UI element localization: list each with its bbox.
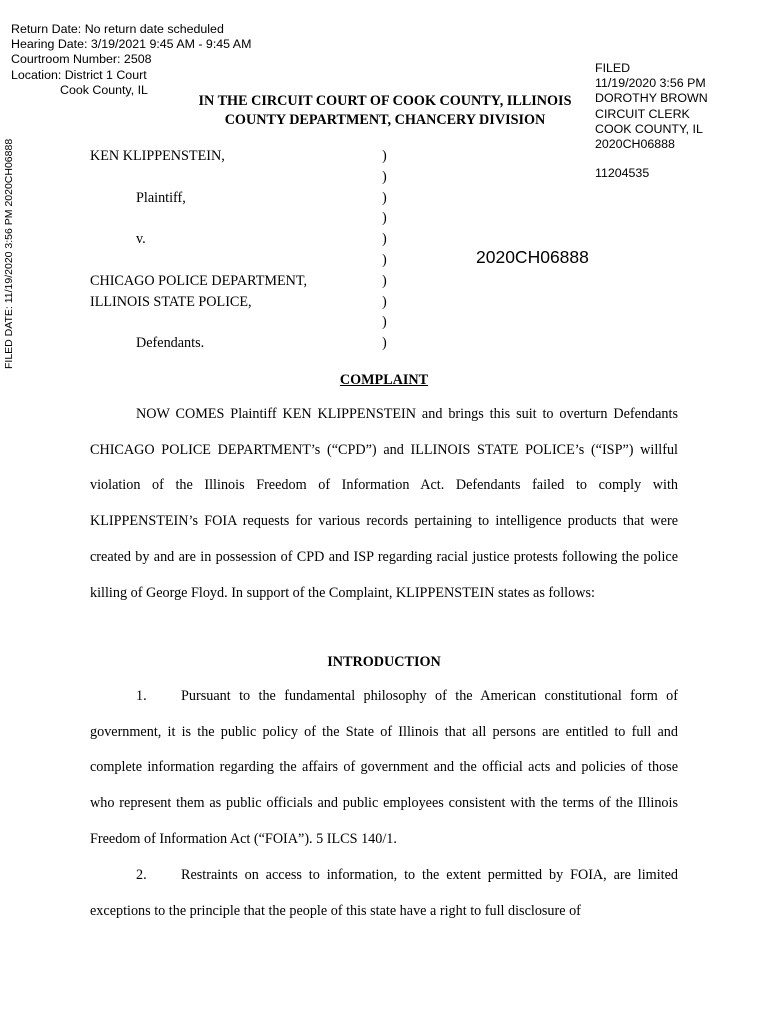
court-header <box>160 92 610 130</box>
caption-paren: ) <box>382 272 387 289</box>
caption-paren: ) <box>382 168 387 185</box>
caption-parentheses <box>382 146 387 354</box>
hearing-date-line: Hearing Date: 3/19/2021 9:45 AM - 9:45 AM <box>11 37 252 52</box>
filed-datetime: 11/19/2020 3:56 PM <box>595 76 706 91</box>
courtroom-number-line: Courtroom Number: 2508 <box>11 52 152 67</box>
filed-stamp <box>595 61 708 181</box>
complaint-intro-paragraph: NOW COMES Plaintiff KEN KLIPPENSTEIN and brings this suit to overturn Defendants CHICAGO POLICE DEPARTMENT’s (“CPD”) and ILLINOIS STATE POLICE’s (“ISP”) willful violation of the Illinois Freedom of Information Act. Defendants failed to comply with KLIPPENSTEIN’s FOIA requests for various records pertaining to intelligence products that were created by and are in possession of CPD and ISP regarding racial justice protests following the police killing of George Floyd. In support of the Complaint, KLIPPENSTEIN states as follows: <box>90 406 678 601</box>
plaintiff-name: KEN KLIPPENSTEIN, <box>90 148 225 164</box>
versus-label: v. <box>136 231 146 248</box>
caption-paren: ) <box>382 251 387 268</box>
caption-paren: ) <box>382 210 387 227</box>
return-date-line: Return Date: No return date scheduled <box>11 22 224 36</box>
caption-paren: ) <box>382 189 387 206</box>
document-id: 11204535 <box>595 166 650 181</box>
paragraph-text: Pursuant to the fundamental philosophy of the American constitutional form of government, it is the public policy of the State of Illinois that all persons are entitled to full and complete information regarding the affairs of government and the official acts and policies of those who represent them as public officials and public employees consistent with the terms of the Illinois Freedom of Information Act (“FOIA”). 5 ILCS 140/1. <box>90 688 678 847</box>
plaintiff-label: Plaintiff, <box>136 189 186 206</box>
clerk-title: CIRCUIT CLERK <box>595 106 690 121</box>
paragraph-text: Restraints on access to information, to the extent permitted by FOIA, are limited exceptions to the principle that the people of this state have a right to full disclosure of <box>90 867 678 919</box>
caption-paren: ) <box>382 293 387 310</box>
complaint-title: COMPLAINT <box>339 372 429 388</box>
paragraph-2 <box>90 858 678 929</box>
caption-paren: ) <box>382 231 387 248</box>
caption-paren: ) <box>382 314 387 331</box>
defendant-cpd: CHICAGO POLICE DEPARTMENT, <box>90 272 308 289</box>
paragraph-number: 2. <box>136 867 147 883</box>
side-filed-date-stamp: FILED DATE: 11/19/2020 3:56 PM 2020CH06888 <box>3 138 15 369</box>
caption-paren: ) <box>382 335 387 352</box>
clerk-name: DOROTHY BROWN <box>595 91 708 106</box>
introduction-title: INTRODUCTION <box>327 654 441 670</box>
clerk-county: COOK COUNTY, IL <box>595 121 703 136</box>
filed-label: FILED <box>595 61 631 75</box>
county-line: Cook County, IL <box>60 82 148 97</box>
location-line: Location: District 1 Court <box>11 67 147 82</box>
caption-paren: ) <box>382 148 387 164</box>
filed-case-number: 2020CH06888 <box>595 137 675 152</box>
paragraph-number: 1. <box>136 688 147 704</box>
defendants-label: Defendants. <box>136 335 205 352</box>
case-caption-parties <box>90 146 307 354</box>
court-name: IN THE CIRCUIT COURT OF COOK COUNTY, ILLINOIS <box>198 93 572 109</box>
defendant-isp: ILLINOIS STATE POLICE, <box>90 293 252 310</box>
court-division: COUNTY DEPARTMENT, CHANCERY DIVISION <box>224 112 546 128</box>
hearing-info-stamp <box>11 22 251 98</box>
case-number: 2020CH06888 <box>476 247 589 267</box>
paragraph-1 <box>90 679 678 858</box>
